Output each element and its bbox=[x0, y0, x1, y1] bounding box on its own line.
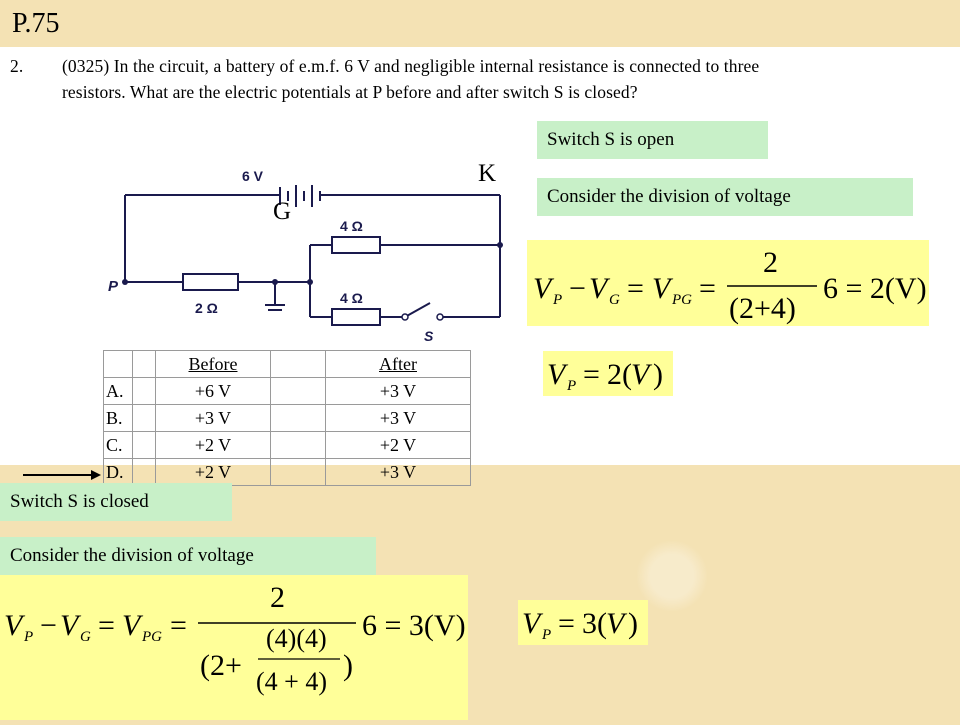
svg-text:PG: PG bbox=[672, 292, 692, 308]
closed-result bbox=[518, 600, 648, 645]
battery-label: 6 V bbox=[242, 168, 264, 184]
svg-text:P: P bbox=[542, 627, 552, 643]
svg-text:−: − bbox=[569, 272, 586, 305]
header-before: Before bbox=[156, 351, 271, 378]
question-text bbox=[10, 53, 955, 105]
table-header-row bbox=[104, 351, 471, 378]
circuit-diagram bbox=[100, 165, 520, 350]
question-line-2: resistors. What are the electric potentials at P before and after switch S is closed? bbox=[62, 82, 638, 102]
svg-text:=: = bbox=[558, 607, 575, 640]
svg-text:P: P bbox=[567, 378, 577, 394]
open-equation bbox=[527, 240, 929, 326]
open-result-box bbox=[543, 351, 673, 396]
closed-equation-box bbox=[0, 575, 468, 720]
svg-text:V: V bbox=[589, 272, 608, 305]
r-mid-label: 4 Ω bbox=[340, 290, 363, 306]
table-row[interactable] bbox=[104, 459, 471, 486]
svg-text:G: G bbox=[609, 292, 620, 308]
svg-text:=: = bbox=[98, 609, 115, 642]
option-before: +2 V bbox=[156, 459, 271, 486]
point-g-label: G bbox=[273, 198, 292, 225]
answer-arrow-icon bbox=[23, 467, 103, 483]
svg-text:): ) bbox=[653, 358, 663, 391]
option-before: +2 V bbox=[156, 432, 271, 459]
svg-text:V: V bbox=[547, 358, 566, 391]
closed-eq-numerator: 2 bbox=[270, 581, 285, 614]
open-eq-numerator: 2 bbox=[763, 246, 778, 279]
svg-text:3(: 3( bbox=[582, 607, 607, 640]
header-after: After bbox=[326, 351, 471, 378]
svg-text:V: V bbox=[606, 607, 625, 640]
switch-closed-label: Switch S is closed bbox=[0, 483, 232, 521]
option-letter: D. bbox=[104, 459, 133, 486]
option-before: +3 V bbox=[156, 405, 271, 432]
svg-text:P: P bbox=[24, 629, 34, 645]
open-equation-box bbox=[527, 240, 929, 326]
svg-text:(4 + 4): (4 + 4) bbox=[256, 667, 327, 696]
svg-text:V: V bbox=[652, 272, 671, 305]
svg-text:=: = bbox=[170, 609, 187, 642]
slide-title: P.75 bbox=[12, 8, 60, 39]
option-after: +3 V bbox=[326, 405, 471, 432]
option-letter: A. bbox=[104, 378, 133, 405]
svg-text:V: V bbox=[533, 272, 552, 305]
r-top-label: 4 Ω bbox=[340, 218, 363, 234]
option-letter: C. bbox=[104, 432, 133, 459]
svg-text:=: = bbox=[699, 272, 716, 305]
svg-text:=: = bbox=[583, 358, 600, 391]
answer-options-table bbox=[103, 350, 471, 486]
r-left-label: 2 Ω bbox=[195, 300, 218, 316]
switch-open-label: Switch S is open bbox=[537, 121, 768, 159]
open-result bbox=[543, 351, 673, 396]
point-k-label: K bbox=[478, 160, 497, 187]
svg-text:V: V bbox=[60, 609, 79, 642]
svg-text:=: = bbox=[627, 272, 644, 305]
svg-text:V: V bbox=[4, 609, 23, 642]
svg-text:): ) bbox=[343, 649, 353, 682]
option-before: +6 V bbox=[156, 378, 271, 405]
closed-result-box bbox=[518, 600, 648, 645]
question-line-1: (0325) In the circuit, a battery of e.m.f. 6 V and negligible internal resistance is connected to three bbox=[62, 56, 760, 76]
svg-text:(4)(4): (4)(4) bbox=[266, 624, 327, 653]
node-p-label: P bbox=[108, 278, 119, 295]
open-division-hint: Consider the division of voltage bbox=[537, 178, 913, 216]
option-after: +3 V bbox=[326, 378, 471, 405]
svg-text:−: − bbox=[40, 609, 57, 642]
table-row[interactable] bbox=[104, 405, 471, 432]
svg-text:(2+: (2+ bbox=[200, 649, 242, 682]
svg-text:V: V bbox=[122, 609, 141, 642]
closed-division-hint: Consider the division of voltage bbox=[0, 537, 376, 575]
option-after: +3 V bbox=[326, 459, 471, 486]
svg-text:): ) bbox=[628, 607, 638, 640]
svg-text:2(: 2( bbox=[607, 358, 632, 391]
option-after: +2 V bbox=[326, 432, 471, 459]
open-eq-rhs: 6 = 2(V) bbox=[823, 272, 927, 305]
svg-text:G: G bbox=[80, 629, 91, 645]
table-row[interactable] bbox=[104, 432, 471, 459]
option-letter: B. bbox=[104, 405, 133, 432]
switch-label: S bbox=[424, 328, 434, 344]
closed-eq-rhs: 6 = 3(V) bbox=[362, 609, 466, 642]
svg-text:PG: PG bbox=[142, 629, 162, 645]
closed-equation bbox=[0, 575, 468, 720]
svg-text:P: P bbox=[553, 292, 563, 308]
question-number: 2. bbox=[10, 56, 24, 76]
table-row[interactable] bbox=[104, 378, 471, 405]
svg-text:V: V bbox=[522, 607, 541, 640]
open-eq-denominator: (2+4) bbox=[729, 292, 796, 325]
svg-text:V: V bbox=[631, 358, 650, 391]
